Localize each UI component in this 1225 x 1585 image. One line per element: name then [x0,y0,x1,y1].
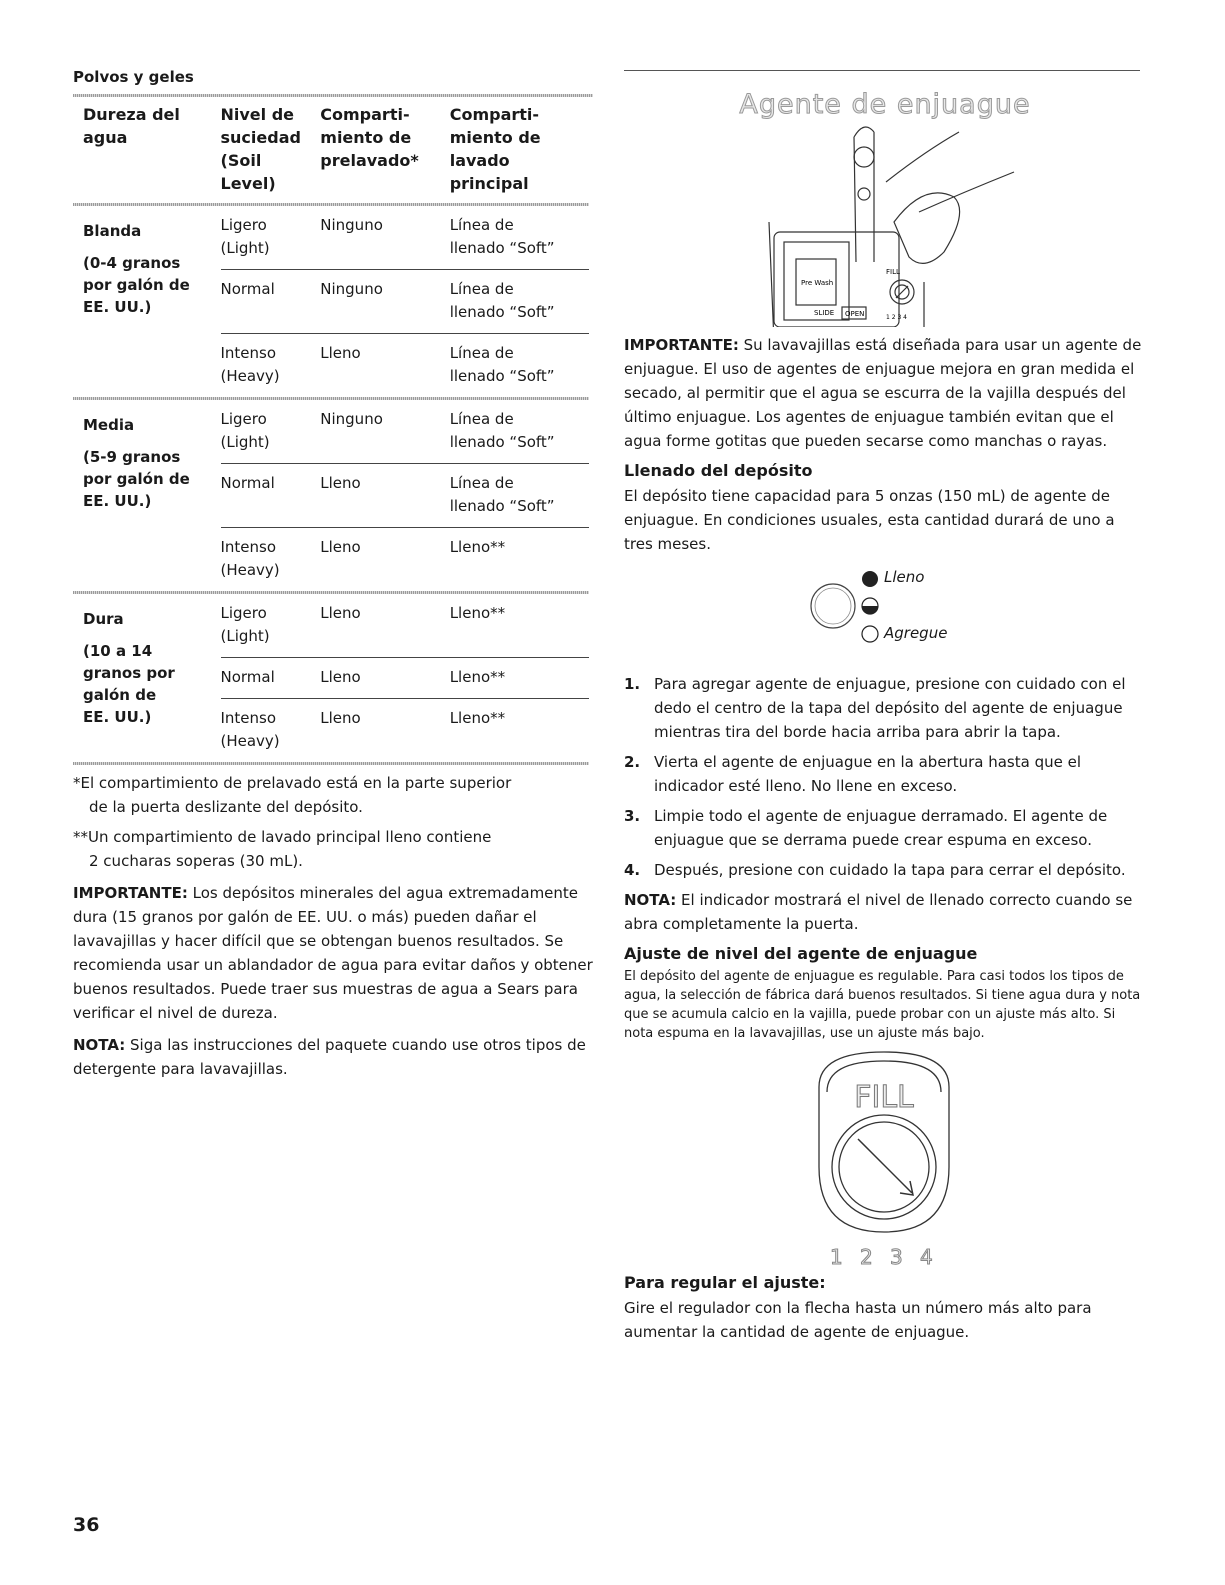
cell-prewash: Lleno [320,538,361,556]
adjust-heading: Ajuste de nivel del agente de enjuague [624,944,978,963]
cell-main: Línea de llenado “Soft” [449,344,555,385]
dial-number: 3 [890,1245,903,1269]
cell-level: Normal [220,474,275,492]
cell-level: Ligero (Light) [220,604,270,645]
table-row [73,400,589,464]
regulate-paragraph: Gire el regulador con la flecha hasta un número más alto para aumentar la cantidad de agente de enjuague. [624,1299,1092,1341]
cell-level: Intenso (Heavy) [220,709,280,750]
fill-label-small: FILL [886,268,900,276]
cell-prewash: Lleno [320,474,361,492]
page-number: 36 [73,1514,100,1536]
list-item: 2. Vierta el agente de enjuague en la abertura hasta que el indicador esté lleno. No llene en exceso. [624,753,1082,795]
scale-label-small: 1 2 3 4 [886,314,907,321]
dial-number: 2 [860,1245,873,1269]
header-prewash: Comparti- miento de prelavado* [320,105,419,170]
cell-prewash: Ninguno [320,410,383,428]
fill-paragraph: El depósito tiene capacidad para 5 onzas (150 mL) de agente de enjuague. En condiciones usuales, esta cantidad durará de uno a tres meses. [624,487,1115,553]
cell-level: Ligero (Light) [220,410,270,451]
note-paragraph-right: NOTA: El indicador mostrará el nivel de llenado correcto cuando se abra completamente la puerta. [624,891,1133,933]
cell-level: Normal [220,668,275,686]
fill-steps [624,672,1146,882]
cell-prewash: Ninguno [320,216,383,234]
section-title-powders: Polvos y geles [73,68,194,86]
right-column [624,70,1146,1344]
important-paragraph-left: IMPORTANTE: Los depósitos minerales del agua extremadamente dura (15 granos por galón de EE. UU. o más) pueden dañar el lavavajillas y hacer difícil que se obtengan buenos resultados. Se recomienda usar un ablandador de agua para evitar daños y obtener buenos resultados. Puede traer sus muestras de agua a Sears para verificar el nivel de dureza. [73,884,593,1022]
dial-number: 4 [920,1245,933,1269]
cell-main: Lleno** [449,668,506,686]
legend-add-label: Agregue [884,624,948,642]
footnote-prewash: *El compartimiento de prelavado está en la parte superior de la puerta deslizante del depósito. [73,774,512,816]
cell-level: Intenso (Heavy) [220,538,280,579]
dial-illustration [624,1047,1140,1247]
dial-fill-label: FILL [854,1080,914,1115]
important-paragraph-right: IMPORTANTE: Su lavavajillas está diseñada para usar un agente de enjuague. El uso de agentes de enjuague mejora en gran medida el secado, al permitir que el agua se escurra de la vajilla después del último enjuague. Los agentes de enjuague también evitan que el agua forme gotitas que pueden secarse como manchas o rayas. [624,336,1142,450]
cell-main: Línea de llenado “Soft” [449,216,555,257]
left-column [73,68,593,1081]
cell-level: Ligero (Light) [220,216,270,257]
cell-main: Línea de llenado “Soft” [449,410,555,451]
section-rule [624,70,1140,71]
table-header-row [73,97,589,203]
dial-number: 1 [830,1245,843,1269]
cell-prewash: Lleno [320,344,361,362]
list-item: 4. Después, presione con cuidado la tapa para cerrar el depósito. [624,861,1126,879]
cell-level: Intenso (Heavy) [220,344,280,385]
cell-prewash: Lleno [320,709,361,727]
footnote-main-wash: **Un compartimiento de lavado principal lleno contiene 2 cucharas soperas (30 mL). [73,828,492,870]
cell-prewash: Lleno [320,604,361,622]
cell-main: Lleno** [449,604,506,622]
group-label-soft: Blanda (0-4 granos por galón de EE. UU.) [83,222,190,316]
cell-main: Lleno** [449,709,506,727]
list-item: 3. Limpie todo el agente de enjuague derramado. El agente de enjuague que se derrama puede crear espuma en exceso. [624,807,1108,849]
regulate-heading: Para regular el ajuste: [624,1273,826,1292]
table-row [73,206,589,270]
cell-main: Lleno** [449,538,506,556]
header-soil-level: Nivel de suciedad (Soil Level) [220,105,301,193]
cell-prewash: Ninguno [320,280,383,298]
indicator-graphic [624,562,1140,662]
indicator-legend [624,562,1146,662]
note-paragraph-left: NOTA: Siga las instrucciones del paquete cuando use otros tipos de detergente para lavavajillas. [73,1036,586,1078]
dial-scale [624,1245,1146,1271]
slide-label: SLIDE [814,309,835,317]
cell-main: Línea de llenado “Soft” [449,474,555,515]
dispenser-illustration [624,112,1140,327]
header-hardness: Dureza del agua [83,105,180,147]
fill-heading: Llenado del depósito [624,461,813,480]
cell-level: Normal [220,280,275,298]
prewash-label: Pre Wash [801,279,834,287]
adjust-paragraph: El depósito del agente de enjuague es regulable. Para casi todos los tipos de agua, la selección de fábrica dará buenos resultados. Si tiene agua dura y nota que se acumula calcio en la vajilla, puede probar con un ajuste más alto. Si nota espuma en la lavavajillas, use un ajuste más bajo. [624,969,1141,1041]
group-label-medium: Media (5-9 granos por galón de EE. UU.) [83,416,190,510]
table-row [73,594,589,658]
rinse-aid-title: Agente de enjuague [739,89,1031,120]
cell-main: Línea de llenado “Soft” [449,280,555,321]
group-label-hard: Dura (10 a 14 granos por galón de EE. UU.) [83,610,175,726]
list-item: 1. Para agregar agente de enjuague, presione con cuidado con el dedo el centro de la tapa del depósito del agente de enjuague mientras tira del borde hacia arriba para abrir la tapa. [624,675,1126,741]
legend-full-label: Lleno [884,568,925,586]
detergent-table [73,97,589,765]
header-main-wash: Comparti- miento de lavado principal [449,105,541,193]
open-label: OPEN [845,310,865,318]
cell-prewash: Lleno [320,668,361,686]
